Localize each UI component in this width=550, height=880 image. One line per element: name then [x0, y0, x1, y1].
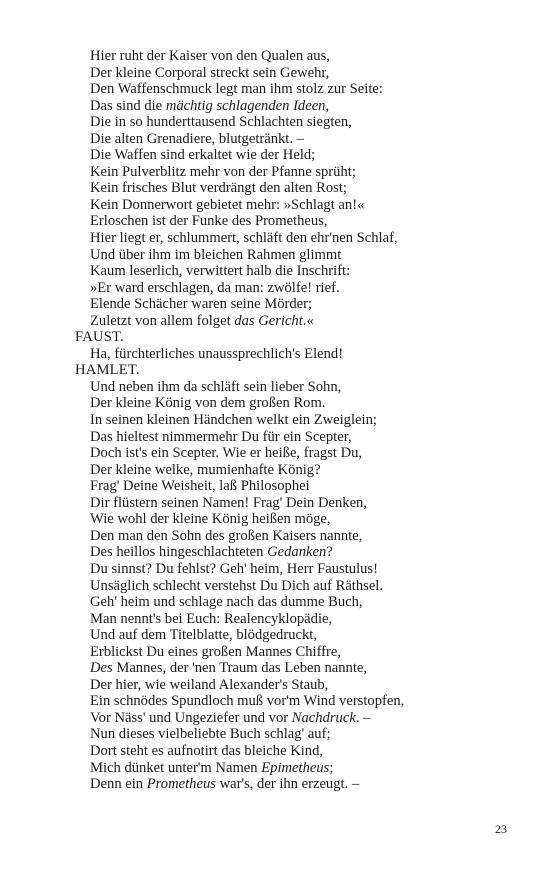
- verse-line: [75, 511, 515, 528]
- verse-line: [75, 743, 515, 760]
- line-text: Mannes, der 'nen Traum das Leben nannte,: [112, 660, 368, 677]
- line-text: HAMLET.: [75, 362, 140, 379]
- verse-line: [75, 693, 515, 710]
- verse-line: [75, 379, 515, 396]
- verse-line: [75, 213, 515, 230]
- emphasized-text: Nachdruck: [291, 709, 356, 726]
- line-text: Man nennt's bei Euch: Realencyklopädie,: [90, 610, 333, 627]
- line-text: Kein frisches Blut verdrängt den alten Rost;: [90, 180, 347, 197]
- verse-line: [75, 544, 515, 561]
- line-text: Du sinnst? Du fehlst? Geh' heim, Herr Faustulus!: [90, 560, 378, 577]
- verse-line: [75, 247, 515, 264]
- line-text: ;: [329, 759, 334, 776]
- verse-line: [75, 561, 515, 578]
- verse-line: [75, 180, 515, 197]
- line-text: Doch ist's ein Scepter. Wie er heiße, fragst Du,: [90, 445, 363, 462]
- verse-line: [75, 660, 515, 677]
- line-text: Kein Pulverblitz mehr von der Pfanne sprüht;: [90, 163, 356, 180]
- verse-line: [75, 726, 515, 743]
- verse-line: [75, 412, 515, 429]
- emphasized-text: Epimetheus: [261, 759, 330, 776]
- line-text: Ha, fürchterliches unaussprechlich's Elend!: [90, 345, 344, 362]
- verse-line: [75, 280, 515, 297]
- emphasized-text: Gedanken: [267, 544, 327, 561]
- verse-line: [75, 230, 515, 247]
- line-text: .«: [302, 312, 314, 329]
- line-text: Zuletzt von allem folget: [90, 312, 235, 329]
- line-text: Die in so hunderttausend Schlachten siegten,: [90, 114, 352, 131]
- verse-line: [75, 445, 515, 462]
- emphasized-text: mächtig schlagenden Ideen: [165, 97, 326, 114]
- verse-line: [75, 48, 515, 65]
- verse-line: [75, 81, 515, 98]
- line-text: Elende Schächer waren seine Mörder;: [90, 296, 313, 313]
- emphasized-text: das Gericht: [234, 312, 303, 329]
- line-text: Denn ein: [90, 776, 147, 793]
- verse-line: [75, 495, 515, 512]
- page-number: 23: [495, 822, 507, 836]
- line-text: Und neben ihm da schläft sein lieber Sohn,: [90, 378, 342, 395]
- verse-line: [75, 627, 515, 644]
- line-text: Der kleine König von dem großen Rom.: [90, 395, 326, 412]
- speaker-name: [75, 362, 515, 379]
- verse-line: [75, 462, 515, 479]
- line-text: Dir flüstern seinen Namen! Frag' Dein Denken,: [90, 494, 367, 511]
- line-text: Erblickst Du eines großen Mannes Chiffre,: [90, 643, 342, 660]
- line-text: Unsäglich schlecht verstehst Du Dich auf Räthsel.: [90, 577, 384, 594]
- verse-line: [75, 776, 515, 793]
- line-text: Dort steht es aufnotirt das bleiche Kind,: [90, 742, 324, 759]
- verse-line: [75, 760, 515, 777]
- line-text: Ein schnödes Spundloch muß vor'm Wind verstopfen,: [90, 693, 405, 710]
- verse-line: [75, 578, 515, 595]
- line-text: Den man den Sohn des großen Kaisers nannte,: [90, 527, 363, 544]
- line-text: FAUST.: [75, 329, 124, 346]
- verse-line: [75, 611, 515, 628]
- verse-line: [75, 710, 515, 727]
- line-text: . –: [355, 709, 371, 726]
- verse-line: [75, 296, 515, 313]
- line-text: Das sind die: [90, 97, 166, 114]
- verse-line: [75, 677, 515, 694]
- verse-line: [75, 594, 515, 611]
- line-text: Erloschen ist der Funke des Prometheus,: [90, 213, 328, 230]
- verse-line: [75, 395, 515, 412]
- emphasized-text: Des: [90, 660, 113, 677]
- verse-line: [75, 528, 515, 545]
- line-text: Den Waffenschmuck legt man ihm stolz zur Seite:: [90, 81, 383, 98]
- poem-text: [75, 48, 515, 793]
- verse-line: [75, 263, 515, 280]
- line-text: Hier ruht der Kaiser von den Qualen aus,: [90, 48, 330, 64]
- verse-line: [75, 164, 515, 181]
- line-text: Wie wohl der kleine König heißen möge,: [90, 511, 331, 528]
- line-text: Und auf dem Titelblatte, blödgedruckt,: [90, 627, 317, 644]
- line-text: war's, der ihn erzeugt. –: [215, 776, 360, 793]
- line-text: Die Waffen sind erkaltet wie der Held;: [90, 147, 316, 164]
- line-text: Geh' heim und schlage nach das dumme Buch,: [90, 594, 363, 611]
- verse-line: [75, 478, 515, 495]
- line-text: Das hieltest nimmermehr Du für ein Scepter,: [90, 428, 352, 445]
- line-text: Der kleine welke, mumienhafte König?: [90, 461, 321, 478]
- verse-line: [75, 98, 515, 115]
- line-text: Hier liegt er, schlummert, schläft den ehr'nen Schlaf,: [90, 230, 398, 247]
- line-text: Des heillos hingeschlachteten: [90, 544, 268, 561]
- verse-line: [75, 114, 515, 131]
- verse-line: [75, 197, 515, 214]
- verse-line: [75, 429, 515, 446]
- line-text: Und über ihm im bleichen Rahmen glimmt: [90, 246, 342, 263]
- verse-line: [75, 147, 515, 164]
- verse-line: [75, 65, 515, 82]
- speaker-name: [75, 329, 515, 346]
- verse-line: [75, 644, 515, 661]
- verse-line: [75, 346, 515, 363]
- emphasized-text: Prometheus: [146, 776, 216, 793]
- line-text: Mich dünket unter'm Namen: [90, 759, 262, 776]
- verse-line: [75, 313, 515, 330]
- verse-line: [75, 131, 515, 148]
- line-text: Kein Donnerwort gebietet mehr: »Schlagt an!«: [90, 196, 365, 213]
- line-text: Die alten Grenadiere, blutgetränkt. –: [90, 130, 304, 147]
- line-text: Frag' Deine Weisheit, laß Philosophei: [90, 478, 310, 495]
- line-text: Vor Näss' und Ungeziefer und vor: [90, 709, 292, 726]
- line-text: Nun dieses vielbeliebte Buch schlag' auf;: [90, 726, 331, 743]
- line-text: »Er ward erschlagen, da man: zwölfe! rief.: [90, 279, 340, 296]
- line-text: Der hier, wie weiland Alexander's Staub,: [90, 676, 329, 693]
- line-text: In seinen kleinen Händchen welkt ein Zweiglein;: [90, 412, 377, 429]
- line-text: ?: [326, 544, 333, 561]
- line-text: Der kleine Corporal streckt sein Gewehr,: [90, 64, 330, 81]
- line-text: Kaum leserlich, verwittert halb die Inschrift:: [90, 263, 351, 280]
- line-text: ,: [325, 97, 330, 114]
